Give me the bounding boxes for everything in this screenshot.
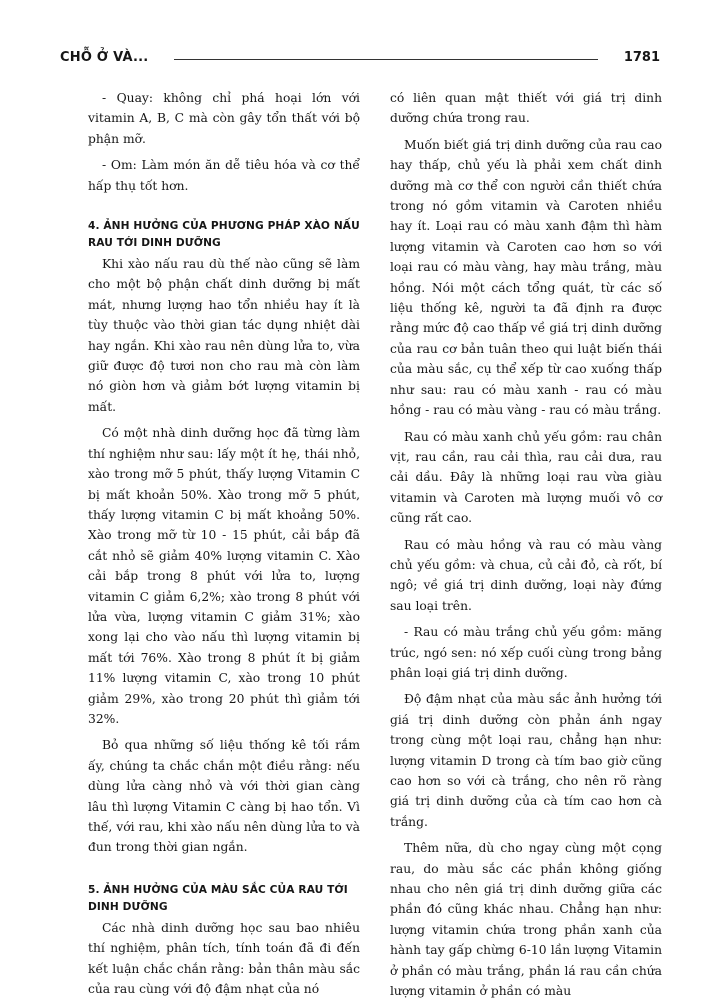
- page-number: 1781: [623, 50, 660, 65]
- header-rule: [174, 59, 598, 60]
- paragraph: Độ đậm nhạt của màu sắc ảnh hưởng tới giá trị dinh dưỡng còn phản ánh ngay trong cùng một loại rau, chẳng hạn như: lượng vitamin D trong cà tím bao giờ cũng cao hơn so với cà trắng, cho nên rõ ràng giá trị dinh dưỡng của cà tím cao hơn cà trắng.: [390, 692, 662, 829]
- left-column: [88, 88, 360, 1005]
- paragraph-continued: có liên quan mật thiết với giá trị dinh dưỡng chứa trong rau.: [390, 91, 662, 126]
- section-heading-5: 5. ẢNH HƯỞNG CỦA MÀU SẮC CỦA RAU TỚI DINH DƯỠNG: [88, 883, 348, 913]
- running-title: CHỖ Ở VÀ...: [60, 50, 149, 65]
- paragraph: - Rau có màu trắng chủ yếu gồm: măng trúc, ngó sen: nó xếp cuối cùng trong bảng phân loại giá trị dinh dưỡng.: [390, 625, 662, 680]
- paragraph: Các nhà dinh dưỡng học sau bao nhiêu thí nghiệm, phân tích, tính toán đã đi đến kết luận chắc chắn rằng: bản thân màu sắc của rau cùng với độ đậm nhạt của nó: [88, 920, 360, 997]
- paragraph: Có một nhà dinh dưỡng học đã từng làm thí nghiệm như sau: lấy một ít hẹ, thái nhỏ, xào trong mỡ 5 phút, thấy lượng Vitamin C bị mất khoản 50%. Xào trong mỡ 5 phút, thấy lượng vitamin C bị mất khoảng 50%. Xào trong mỡ từ 10 - 15 phút, cải bắp đã cắt nhỏ sẽ giảm 40% lượng vitamin C. Xào cải bắp trong 8 phút với lửa to, lượng vitamin C giảm 6,2%; xào trong 8 phút với lửa vừa, lượng vitamin C giảm 31%; xào xong lại cho vào nấu thì lượng vitamin bị mất tới 76%. Xào trong 8 phút ít bị giảm 11% lượng vitamin C, xào trong 10 phút giảm 29%, xào trong 20 phút thì giảm tới 32%.: [88, 426, 360, 726]
- paragraph: Thêm nữa, dù cho ngay cùng một cọng rau, do màu sắc các phần không giống nhau cho nên giá trị dinh dưỡng giữa các phần đó cũng khác nhau. Chẳng hạn như: lượng vitamin chứa trong phần xanh của hành tay gấp chừng 6-10 lần lượng Vitamin ở phần có màu trắng, phần lá rau cần chứa lượng vitamin ở phần có màu: [390, 841, 662, 999]
- section-heading-4: 4. ẢNH HƯỞNG CỦA PHƯƠNG PHÁP XÀO NẤU RAU TỚI DINH DƯỠNG: [88, 220, 360, 250]
- paragraph-roasting: - Quay: không chỉ phá hoại lớn với vitamin A, B, C mà còn gây tổn thất với bộ phận mỡ.: [88, 91, 360, 146]
- right-column: [390, 88, 662, 1007]
- paragraph: Rau có màu hồng và rau có màu vàng chủ yếu gồm: và chua, củ cải đỏ, cà rốt, bí ngô; về giá trị dinh dưỡng, loại này đứng sau loại trên.: [390, 537, 662, 613]
- paragraph: Rau có màu xanh chủ yếu gồm: rau chân vịt, rau cần, rau cải thìa, rau cải dưa, rau cải dầu. Đây là những loại rau vừa giàu vitamin và Caroten mà lượng muối vô cơ cũng rất cao.: [390, 429, 662, 526]
- paragraph: Khi xào nấu rau dù thế nào cũng sẽ làm cho một bộ phận chất dinh dưỡng bị mất mát, nhưng lượng hao tổn nhiều hay ít là tùy thuộc vào thời gian tác dụng nhiệt dài hay ngắn. Khi xào rau nên dùng lửa to, vừa giữ được độ tươi non cho rau mà còn làm nó giòn hơn và giảm bớt lượng vitamin bị mất.: [88, 257, 360, 414]
- running-header: [60, 50, 660, 70]
- paragraph: Muốn biết giá trị dinh dưỡng của rau cao hay thấp, chủ yếu là phải xem chất dinh dưỡng mà cơ thể con người cần thiết chứa trong nó gồm vitamin và Caroten nhiều hay ít. Loại rau có màu xanh đậm thì hàm lượng vitamin và Caroten cao hơn so với loại rau có màu vàng, hay màu trắng, màu hồng. Nói một cách tổng quát, từ các số liệu thống kê, người ta đã định ra được rằng mức độ cao thấp về giá trị dinh dưỡng của rau cơ bản tuân theo qui luật biến thái của màu sắc, cụ thể xếp từ cao xuống thấp như sau: rau có màu xanh - rau có màu hồng - rau có màu vàng - rau có màu trắng.: [390, 137, 662, 418]
- paragraph-stewing: - Om: Làm món ăn dễ tiêu hóa và cơ thể hấp thụ tốt hơn.: [88, 158, 360, 193]
- paragraph: Bỏ qua những số liệu thống kê tối rắm ấy, chúng ta chắc chắn một điều rằng: nếu dùng lửa càng nhỏ và với thời gian càng lâu thì lượng Vitamin C càng bị hao tổn. Vì thế, với rau, khi xào nấu nên dùng lửa to và đun trong thời gian ngắn.: [88, 738, 360, 855]
